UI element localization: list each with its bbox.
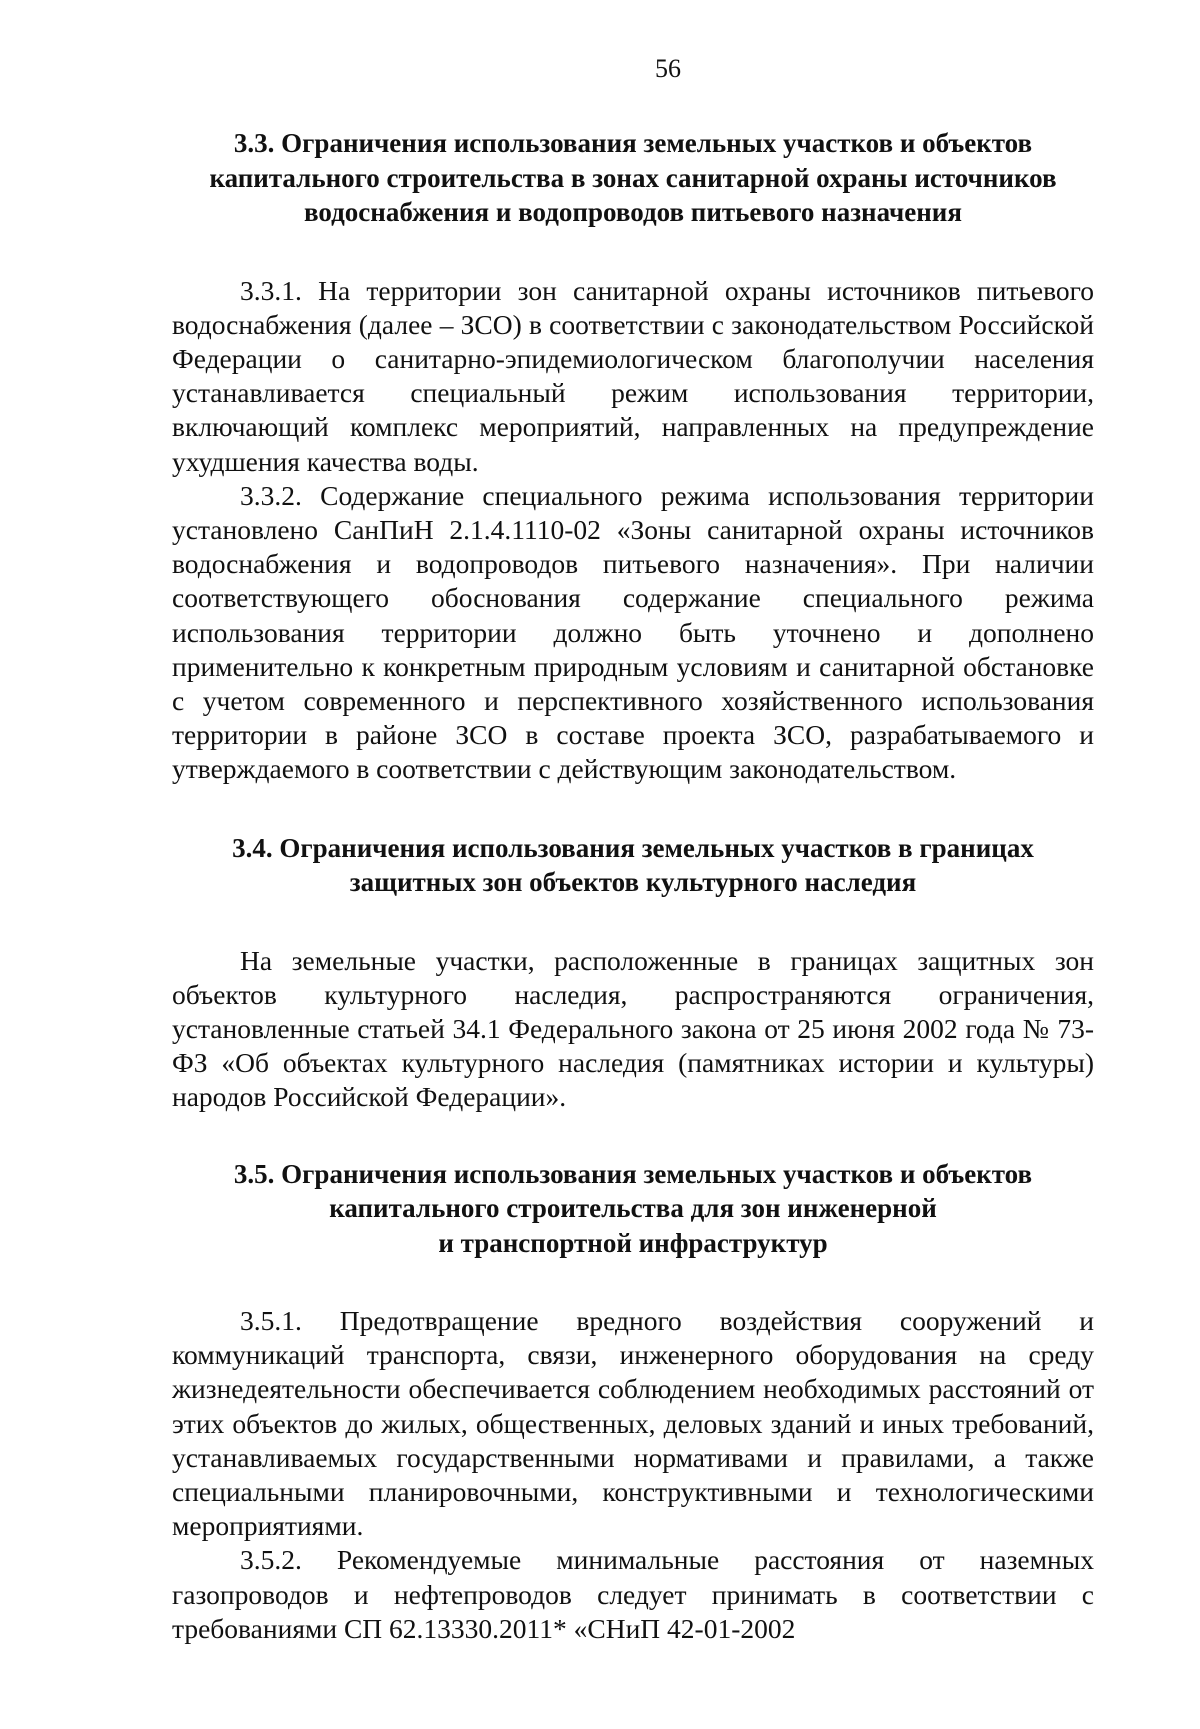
heading-line: капитального строительства в зонах санитарной охраны источников bbox=[209, 162, 1057, 193]
paragraph-3-3-2: 3.3.2. Содержание специального режима использования территории установлено СанПиН 2.1.4.1110-02 «Зоны санитарной охраны источников водоснабжения и водопроводов питьевого назначения». При наличии соответствующего обоснования содержание специального режима использования территории должно быть уточнено и дополнено применительно к конкретным природным условиям и санитарной обстановке с учетом современного и перспективного хозяйственного использования территории в районе ЗСО в составе проекта ЗСО, разрабатываемого и утверждаемого в соответствии с действующим законодательством. bbox=[172, 479, 1094, 785]
heading-line: водоснабжения и водопроводов питьевого назначения bbox=[304, 197, 962, 227]
heading-line: 3.5. Ограничения использования земельных участков и объектов bbox=[233, 1158, 1033, 1189]
section-heading-3-3 bbox=[172, 126, 1094, 230]
paragraph-3-5-2: 3.5.2. Рекомендуемые минимальные расстояния от наземных газопроводов и нефтепроводов следует принимать в соответствии с требованиями СП 62.13330.2011* «СНиП 42-01-2002 bbox=[172, 1544, 1094, 1644]
heading-line: и транспортной инфраструктур bbox=[438, 1227, 828, 1258]
heading-line: защитных зон объектов культурного наследия bbox=[349, 867, 917, 898]
section-heading-3-4 bbox=[172, 831, 1094, 900]
heading-line: 3.3. Ограничения использования земельных участков и объектов bbox=[233, 128, 1033, 158]
paragraph-3-5-1: 3.5.1. Предотвращение вредного воздействия сооружений и коммуникаций транспорта, связи, инженерного оборудования на среду жизнедеятельности обеспечивается соблюдением необходимых расстояний от этих объектов до жилых, общественных, деловых зданий и иных требований, устанавливаемых государственными нормативами и правилами, а также специальными планировочными, конструктивными и технологическими мероприятиями. bbox=[172, 1305, 1094, 1542]
section-heading-3-5 bbox=[172, 1157, 1094, 1261]
heading-line: капитального строительства для зон инженерной bbox=[329, 1193, 937, 1224]
paragraph-3-4: На земельные участки, расположенные в границах защитных зон объектов культурного наследия, распространяются ограничения, установленные статьей 34.1 Федерального закона от 25 июня 2002 года № 73-ФЗ «Об объектах культурного наследия (памятниках истории и культуры) народов Российской Федерации». bbox=[172, 944, 1094, 1113]
heading-line: 3.4. Ограничения использования земельных участков в границах bbox=[232, 832, 1034, 863]
page-number: 56 bbox=[655, 54, 681, 83]
paragraph-3-3-1: 3.3.1. На территории зон санитарной охраны источников питьевого водоснабжения (далее – ЗСО) в соответствии с законодательством Российской Федерации о санитарно-эпидемиологическом благополучии населения устанавливается специальный режим использования территории, включающий комплекс мероприятий, направленных на предупреждение ухудшения качества воды. bbox=[172, 274, 1094, 477]
